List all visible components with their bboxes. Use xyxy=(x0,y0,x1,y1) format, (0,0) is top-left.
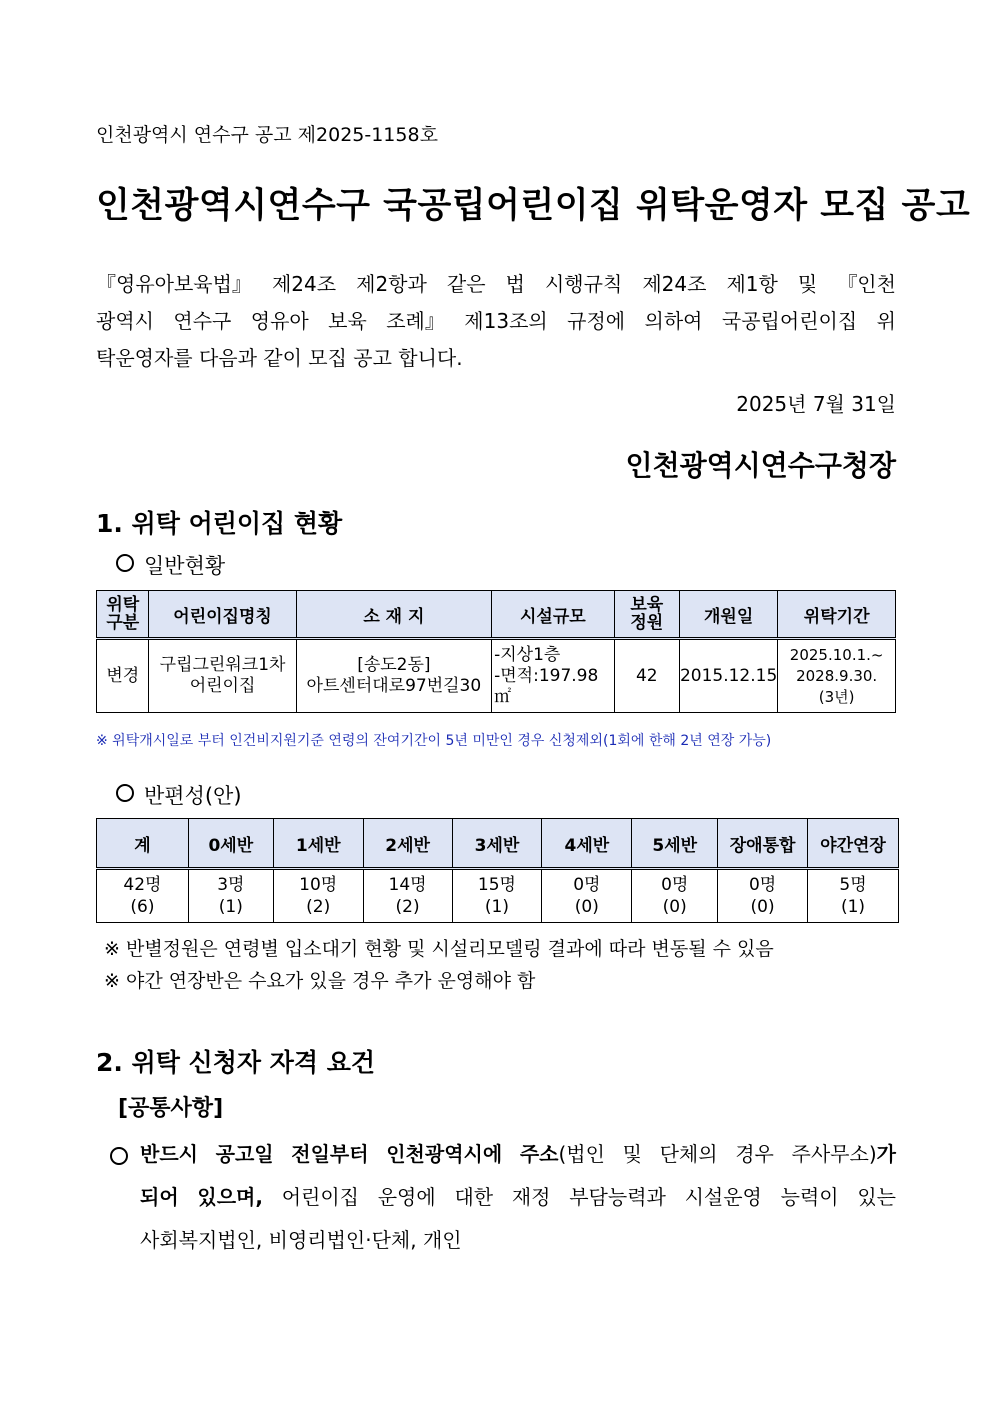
word: 가 xyxy=(876,1142,896,1166)
word: 및 xyxy=(622,1142,642,1166)
section-2-title: 2. 위탁 신청자 자격 요건 xyxy=(96,1048,376,1077)
header-capacity-text: 보육 정원 xyxy=(630,595,664,633)
eligibility-note: ※ 위탁개시일로 부터 인건비지원기준 연령의 잔여기간이 5년 미만인 경우 신청제외(1회에 한해 2년 연장 가능) xyxy=(96,733,772,749)
cell-age4 xyxy=(542,869,632,923)
header-disability: 장애통합 xyxy=(718,819,808,869)
word: 전일부터 xyxy=(291,1142,369,1166)
cell-address xyxy=(296,639,492,713)
cell-total xyxy=(97,869,189,923)
common-items-label: [공통사항] xyxy=(118,1096,224,1121)
notice-number: 인천광역시 연수구 공고 제2025-1158호 xyxy=(96,124,438,146)
circle-bullet-icon xyxy=(116,554,134,572)
cell-count: 14명 xyxy=(388,875,427,895)
page-title: 인천광역시연수구 국공립어린이집 위탁운영자 모집 공고 xyxy=(96,186,971,226)
class-table xyxy=(96,818,899,923)
header-age0: 0세반 xyxy=(188,819,273,869)
cell-classes: (0) xyxy=(662,897,687,917)
cell-disability xyxy=(718,869,808,923)
header-capacity xyxy=(614,591,679,639)
cell-age2 xyxy=(363,869,452,923)
intro-line-3 xyxy=(96,340,896,377)
class-note-2: ※ 야간 연장반은 수요가 있을 경우 추가 운영해야 함 xyxy=(104,970,536,992)
issuer: 인천광역시연수구청장 xyxy=(625,449,896,482)
header-age4: 4세반 xyxy=(542,819,632,869)
header-age5: 5세반 xyxy=(632,819,718,869)
cell-count: 15명 xyxy=(477,875,516,895)
header-address: 소 재 지 xyxy=(296,591,492,639)
cell-scale-line: -지상1층 xyxy=(494,644,561,665)
word: 탁운영자를 다음과 같이 모집 공고 합니다. xyxy=(96,346,463,370)
word: 연수구 xyxy=(173,309,232,333)
cell-scale xyxy=(492,639,614,713)
requirement-line-2 xyxy=(140,1176,896,1219)
cell-scale-line: -면적:197.98㎡ xyxy=(494,665,599,707)
cell-age5 xyxy=(632,869,718,923)
word: 재정 xyxy=(511,1185,551,1209)
cell-classes: (0) xyxy=(750,897,775,917)
section-1-title: 1. 위탁 어린이집 현황 xyxy=(96,509,343,538)
cell-count: 3명 xyxy=(217,875,245,895)
cell-classes: (2) xyxy=(395,897,420,917)
cell-age0 xyxy=(188,869,273,923)
word: 제24조 xyxy=(271,272,337,296)
cell-count: 0명 xyxy=(661,875,689,895)
table-row xyxy=(97,639,896,713)
header-age2: 2세반 xyxy=(363,819,452,869)
header-age1: 1세반 xyxy=(273,819,363,869)
word: 운영에 xyxy=(377,1185,436,1209)
word: 의하여 xyxy=(644,309,703,333)
general-status-text: 일반현황 xyxy=(144,554,226,578)
cell-night xyxy=(808,869,899,923)
notice-date: 2025년 7월 31일 xyxy=(736,392,896,416)
word: 제13조의 xyxy=(464,309,548,333)
word: 조례』 xyxy=(386,309,445,333)
word: 시행규칙 xyxy=(544,272,623,296)
cell-classes: (0) xyxy=(574,897,599,917)
cell-address-line: 아트센터대로97번길30 xyxy=(306,676,482,696)
intro-paragraph xyxy=(96,266,896,377)
cell-count: 0명 xyxy=(573,875,601,895)
word: 시설운영 xyxy=(684,1185,762,1209)
word: (법인 xyxy=(558,1142,605,1166)
cell-age1 xyxy=(273,869,363,923)
requirement-line-3 xyxy=(140,1219,896,1262)
word: 국공립어린이집 xyxy=(721,309,858,333)
cell-name-line: 어린이집 xyxy=(189,676,256,696)
word: 보육 xyxy=(328,309,367,333)
word: 위 xyxy=(876,309,896,333)
word: 같은 xyxy=(446,272,486,296)
header-type xyxy=(97,591,149,639)
word-group xyxy=(792,1133,896,1176)
word: 규정에 xyxy=(567,309,626,333)
cell-name xyxy=(149,639,296,713)
word: 경우 xyxy=(735,1142,774,1166)
cell-period-line: (3년) xyxy=(818,687,855,706)
cell-count: 0명 xyxy=(748,875,777,895)
cell-type: 변경 xyxy=(97,639,149,713)
cell-classes: (6) xyxy=(130,897,155,917)
word: 공고일 xyxy=(215,1142,274,1166)
circle-bullet-icon xyxy=(116,784,134,802)
cell-period-line: 2025.10.1.~ xyxy=(789,645,884,664)
word: 대한 xyxy=(454,1185,494,1209)
word: 영유아 xyxy=(250,309,309,333)
facility-table xyxy=(96,590,896,713)
cell-address-line: [송도2동] xyxy=(357,655,431,675)
word-group xyxy=(520,1133,605,1176)
header-total: 계 xyxy=(97,819,189,869)
intro-line-2 xyxy=(96,303,896,340)
word: 인천광역시에 xyxy=(386,1142,503,1166)
cell-classes: (1) xyxy=(484,897,509,917)
cell-count: 5명 xyxy=(839,875,867,895)
table-header-row xyxy=(97,819,899,869)
header-period: 위탁기간 xyxy=(778,591,896,639)
word: 주사무소) xyxy=(791,1142,877,1166)
word: 법 xyxy=(505,272,525,296)
cell-period-line: 2028.9.30. xyxy=(796,666,878,685)
intro-line-1 xyxy=(96,266,896,303)
cell-opened: 2015.12.15 xyxy=(679,639,777,713)
word: 제24조 xyxy=(642,272,707,296)
header-scale: 시설규모 xyxy=(492,591,614,639)
requirement-line-1 xyxy=(140,1133,896,1176)
word: 있으며, xyxy=(197,1185,263,1209)
word: 『인천 xyxy=(837,272,896,296)
header-opened: 개원일 xyxy=(679,591,777,639)
cell-count: 42명 xyxy=(123,875,162,895)
cell-classes: (2) xyxy=(306,897,331,917)
table-row xyxy=(97,869,899,923)
class-plan-label xyxy=(116,780,242,810)
requirement-text xyxy=(140,1133,896,1262)
table-header-row xyxy=(97,591,896,639)
word: 반드시 xyxy=(140,1142,198,1166)
cell-count: 10명 xyxy=(299,875,338,895)
word: 있는 xyxy=(857,1185,896,1209)
word: 단체의 xyxy=(659,1142,718,1166)
word: 광역시 xyxy=(96,309,154,333)
word: 사회복지법인, 비영리법인·단체, 개인 xyxy=(140,1228,462,1252)
word: 부담능력과 xyxy=(569,1185,666,1209)
word: 되어 xyxy=(140,1185,179,1209)
class-note-1: ※ 반별정원은 연령별 입소대기 현황 및 시설리모델링 결과에 따라 변동될 수 있음 xyxy=(104,938,774,960)
cell-age3 xyxy=(452,869,542,923)
cell-classes: (1) xyxy=(840,897,866,917)
class-plan-text: 반편성(안) xyxy=(144,784,242,808)
header-age3: 3세반 xyxy=(452,819,542,869)
word: 및 xyxy=(797,272,818,296)
cell-capacity: 42 xyxy=(614,639,679,713)
word: 제2항과 xyxy=(356,272,427,296)
word: 어린이집 xyxy=(281,1185,359,1209)
word: 『영유아보육법』 xyxy=(96,272,252,296)
cell-classes: (1) xyxy=(218,897,243,917)
circle-bullet-icon xyxy=(110,1147,128,1165)
word: 주소 xyxy=(519,1142,559,1166)
header-type-text: 위탁 구분 xyxy=(106,595,140,633)
header-name: 어린이집명칭 xyxy=(149,591,296,639)
cell-name-line: 구립그린워크1차 xyxy=(159,655,286,675)
word: 제1항 xyxy=(726,272,778,296)
header-night: 야간연장 xyxy=(808,819,899,869)
cell-period xyxy=(778,639,896,713)
word: 능력이 xyxy=(780,1185,839,1209)
general-status-label xyxy=(116,550,225,580)
